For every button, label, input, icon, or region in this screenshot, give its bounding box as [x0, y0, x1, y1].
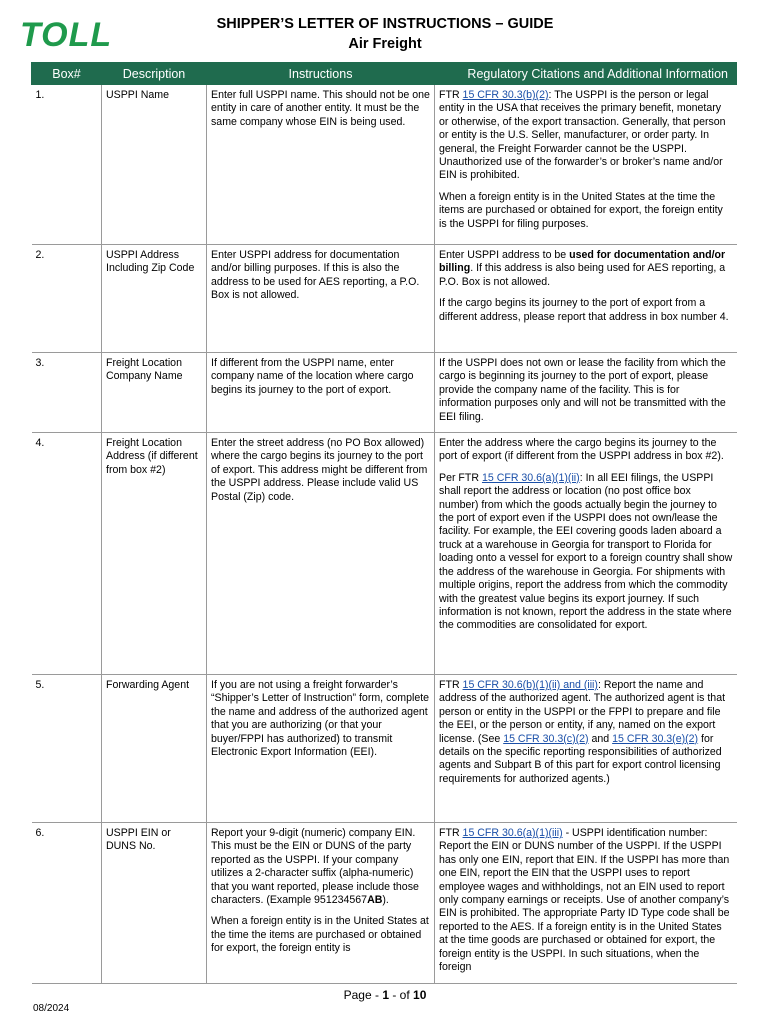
page-number: Page - 1 - of 10 — [343, 988, 427, 1002]
instructions-cell: Enter the street address (no PO Box allowed) where the cargo begins its journey to the port of export. This address might be different from the USPPI address. Please include valid US Postal (Zip) code. — [207, 433, 435, 675]
cfr-link[interactable]: 15 CFR 30.3(e)(2) — [612, 732, 699, 745]
header-box: Box# — [32, 63, 102, 85]
table-row — [32, 85, 737, 245]
description-cell: Forwarding Agent — [102, 675, 207, 823]
instructions-cell: If you are not using a freight forwarder’s “Shipper’s Letter of Instruction” form, complete the name and address of the authorized agent that you are authorizing (or that your buyer/FPPI has authorized) to transmit Electronic Export Information (EEI). — [207, 675, 435, 823]
instructions-cell: Report your 9-digit (numeric) company EIN. This must be the EIN or DUNS of the party reported as the USPPI. If your company utilizes a 2-character suffix (alpha-numeric) that you want reported, please include those characters. (Example 951234567AB). When a foreign entity is in the United States at the time the items are purchased or obtained for export, the foreign entity is — [207, 823, 435, 983]
instructions-cell: If different from the USPPI name, enter company name of the location where cargo begins its journey to the port of export. — [207, 353, 435, 433]
table-row — [32, 675, 737, 823]
regulatory-cell: If the USPPI does not own or lease the facility from which the cargo is beginning its journey to the port of export, please provide the company name of the facility. This is for information purposes only and will not be transmitted with the EEI filing. — [435, 353, 737, 433]
cfr-link[interactable]: 15 CFR 30.3(b)(2) — [462, 89, 549, 101]
description-cell: USPPI Name — [102, 85, 207, 245]
description-cell: Freight Location Address (if different from box #2) — [102, 433, 207, 675]
box-number: 1. — [32, 85, 102, 245]
table-row — [32, 245, 737, 353]
header-instructions: Instructions — [207, 63, 435, 85]
box-number: 5. — [32, 675, 102, 823]
regulatory-cell: Enter USPPI address to be used for documentation and/or billing. If this address is also being used for AES reporting, a P.O. Box is not allowed. If the cargo begins its journey to the port of export from a different address, please report that address in box number 4. — [435, 245, 737, 353]
instructions-cell: Enter full USPPI name. This should not be one entity in care of another entity. It must be the same company whose EIN is being used. — [207, 85, 435, 245]
header-regulatory: Regulatory Citations and Additional Information — [435, 63, 737, 85]
header-description: Description — [102, 63, 207, 85]
document-subtitle: Air Freight — [348, 36, 422, 52]
table-row — [32, 823, 737, 983]
cfr-link[interactable]: 15 CFR 30.6(a)(1)(iii) — [462, 827, 563, 840]
table-row — [32, 353, 737, 433]
revision-date: 08/2024 — [33, 1003, 70, 1014]
instructions-cell: Enter USPPI address for documentation and/or billing purposes. If this is also the address to be used for AES reporting, a P.O. Box is not allowed. — [207, 245, 435, 353]
cfr-link[interactable]: 15 CFR 30.3(c)(2) — [503, 732, 589, 745]
regulatory-cell: Enter the address where the cargo begins its journey to the port of export (if different from the USPPI address in box #2). Per FTR 15 CFR 30.6(a)(1)(ii): In all EEI filings, the USPPI shall report the address or location (no post office box number) from which the goods actually begin the journey to the port of export even if the USPPI does not own/lease the facility. For example, the EEI covering goods laden aboard a truck at a warehouse in Georgia for transport to Florida for loading onto a vessel for export to a foreign country shall show the address of the warehouse in Georgia. For shipments with multiple origins, report the address from which the commodity with the greatest value begins its export journey. If such information is not known, report the address in the state where the commodities are consolidated for export. — [435, 433, 737, 675]
regulatory-cell: FTR 15 CFR 30.6(a)(1)(iii) - USPPI identification number: Report the EIN or DUNS number of the USPPI. If the USPPI has only one EIN, report that EIN. If the USPPI has more than one EIN, report the EIN that the USPPI uses to report employee wages and withholdings, not an EIN used to report only company earnings or receipts. Use of another company’s EIN is prohibited. The appropriate Party ID Type code shall be reported to the AES. If a foreign entity is in the United States at the time goods are purchased or obtained for export, the foreign entity is the USPPI. In such situations, when the foreign — [435, 823, 737, 983]
box-number: 6. — [32, 823, 102, 983]
box-number: 3. — [32, 353, 102, 433]
description-cell: USPPI Address Including Zip Code — [102, 245, 207, 353]
regulatory-cell: FTR 15 CFR 30.3(b)(2): The USPPI is the person or legal entity in the USA that receives the primary benefit, monetary or otherwise, of the export transaction. Generally, that person or entity is the U.S. Seller, manufacturer, or order party. In general, the Freight Forwarder cannot be the USPPI. Unauthorized use of the forwarder’s or broker’s name and/or EIN is prohibited. When a foreign entity is in the United States at the time the items are purchased or obtained for export, the foreign entity is the USPPI for filing purposes. — [435, 85, 737, 245]
toll-logo — [18, 16, 136, 52]
svg-text:TOLL: TOLL — [20, 16, 113, 52]
document-title: SHIPPER’S LETTER OF INSTRUCTIONS – GUIDE — [216, 16, 554, 32]
description-cell: USPPI EIN or DUNS No. — [102, 823, 207, 983]
box-number: 4. — [32, 433, 102, 675]
regulatory-cell: FTR 15 CFR 30.6(b)(1)(ii) and (iii): Report the name and address of the authorized agent. The authorized agent is that person or entity in the USPPI or the FPPI to prepare and file the EEI, or the person or entity, if any, named on the export license. (See 15 CFR 30.3(c)(2) and 15 CFR 30.3(e)(2) for details on the specific reporting responsibilities of authorized agents and Subpart B of this part for export control licensing requirements for authorized agents.) — [435, 675, 737, 823]
table-row — [32, 433, 737, 675]
cfr-link[interactable]: 15 CFR 30.6(b)(1)(ii) and (iii) — [462, 679, 598, 692]
description-cell: Freight Location Company Name — [102, 353, 207, 433]
cfr-link[interactable]: 15 CFR 30.6(a)(1)(ii) — [481, 471, 580, 484]
instructions-table — [31, 62, 737, 984]
box-number: 2. — [32, 245, 102, 353]
table-header-row — [32, 63, 737, 85]
